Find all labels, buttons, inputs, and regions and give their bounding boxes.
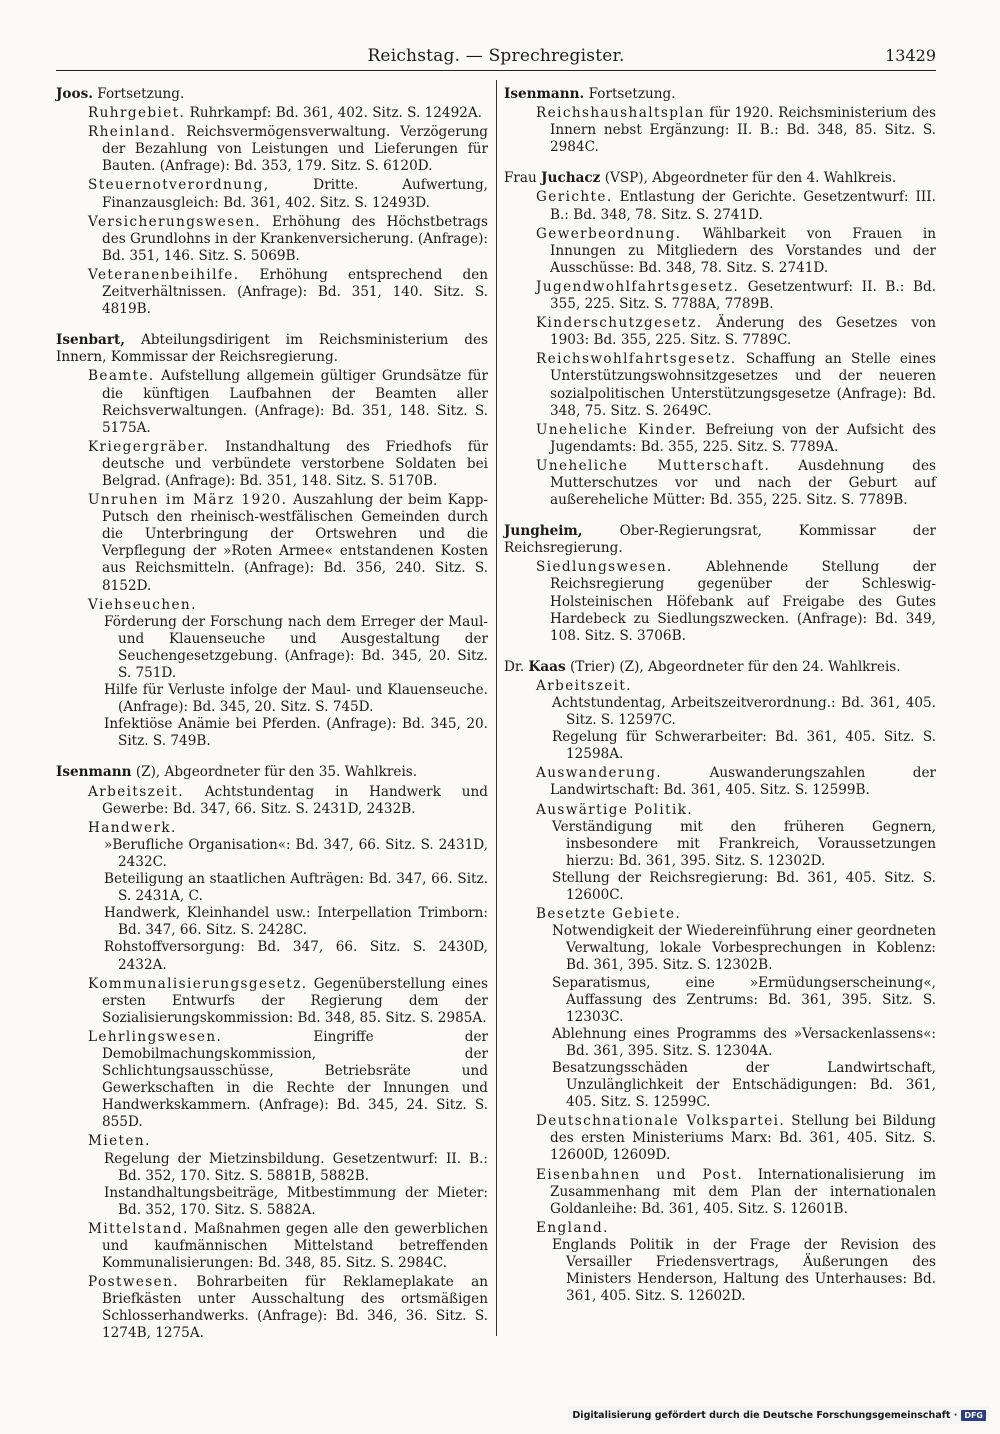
- topic-keyword: Kinderschutzgesetz.: [536, 315, 703, 332]
- topic-item: [504, 906, 936, 923]
- topic-keyword: Mittelstand.: [88, 1220, 189, 1237]
- topic-text: Instandhaltung des Friedhofs für deutsche und verbündete verstorbene Soldaten bei Belgrad. (Anfrage): Bd. 351, 148. Sitz. S. 5170B.: [102, 438, 488, 489]
- page-number: 13429: [885, 46, 936, 65]
- topic-text: Erhöhung entsprechend den Zeitverhältnissen. (Anfrage): Bd. 351, 140. Sitz. S. 4819B.: [102, 266, 488, 318]
- subtopic-item: Rohstoffversorgung: Bd. 347, 66. Sitz. S. 2430D, 2432A.: [104, 939, 488, 973]
- topic-text: Ablehnende Stellung der Reichsregierung gegenüber der Schleswig-Holsteinischen Höfebank auf Freigabe des Gutes Hardebeck zu Siedlungszwecken. (Anfrage): Bd. 349, 108. Sitz. S. 3706B.: [550, 559, 936, 644]
- subtopic-item: Beteiligung an staatlichen Aufträgen: Bd. 347, 66. Sitz. S. 2431A, C.: [104, 871, 488, 905]
- topic-item: [56, 177, 488, 211]
- topic-item: [56, 784, 488, 818]
- footer-text: Digitalisierung gefördert durch die Deutsche Forschungsgemeinschaft ·: [572, 1409, 958, 1421]
- topic-text: Ruhrkampf: Bd. 361, 402. Sitz. S. 12492A.: [185, 105, 483, 122]
- right-column: [504, 86, 936, 1319]
- topic-item: [504, 226, 936, 277]
- speaker-name: Isenbart,: [56, 332, 126, 349]
- speaker-description: Fortsetzung.: [584, 86, 676, 102]
- topic-item: [56, 214, 488, 265]
- speaker-name: Jungheim,: [504, 523, 583, 540]
- topic-keyword: Beamte.: [88, 368, 155, 385]
- topic-item: [56, 267, 488, 318]
- footer-credit: [568, 1406, 990, 1424]
- topic-keyword: Jugendwohlfahrtsgesetz.: [536, 278, 740, 295]
- topic-text: Befreiung von der Aufsicht des Jugendamts: Bd. 355, 225. Sitz. S. 7789A.: [550, 421, 937, 455]
- page-header: [56, 44, 936, 71]
- register-entry: [504, 86, 936, 156]
- subtopic-item: Hilfe für Verluste infolge der Maul- und Klauenseuche. (Anfrage): Bd. 345, 20. Sitz. S. 745D.: [104, 682, 488, 716]
- speaker-name: Juchacz: [541, 170, 601, 187]
- topic-item: [504, 458, 936, 509]
- topic-text: Entlastung der Gerichte. Gesetzentwurf: III. B.: Bd. 348, 78. Sitz. S. 2741D.: [550, 189, 936, 223]
- topic-item: [504, 765, 936, 799]
- entry-heading: [56, 764, 488, 781]
- topic-keyword: Arbeitszeit.: [88, 783, 184, 800]
- topic-item: [56, 492, 488, 595]
- topic-keyword: Viehseuchen.: [88, 596, 197, 613]
- entry-heading: [504, 659, 936, 676]
- topic-item: [504, 189, 936, 223]
- topic-keyword: Steuernotverordnung,: [88, 177, 270, 194]
- topic-item: [504, 315, 936, 349]
- topic-keyword: Siedlungswesen.: [536, 559, 673, 576]
- topic-keyword: Rheinland.: [88, 124, 177, 141]
- speaker-description: Abteilungsdirigent im Reichsministerium des Innern, Kommissar der Reichsregierung.: [56, 332, 488, 366]
- topic-text: Wählbarkeit von Frauen in Innungen zu Mitgliedern des Vorstandes und der Ausschüsse: Bd. 348, 78. Sitz. S. 2741D.: [550, 225, 936, 276]
- topic-keyword: Postwesen.: [88, 1274, 179, 1291]
- subtopic-item: Englands Politik in der Frage der Revision des Versailler Friedensvertrags, Äußerungen des Ministers Henderson, Haltung des Unterhauses: Bd. 361, 405. Sitz. S. 12602D.: [552, 1236, 936, 1305]
- topic-text: Gesetzentwurf: II. B.: Bd. 355, 225. Sitz. S. 7788A, 7789B.: [550, 278, 936, 313]
- topic-text: Ausdehnung des Mutterschutzes vor und nach der Geburt auf außereheliche Mütter: Bd. 355, 225. Sitz. S. 7789B.: [550, 457, 936, 509]
- topic-text: Bohrarbeiten für Reklameplakate an Briefkästen unter Ausschaltung des ortsmäßigen Schlosserhandwerks. (Anfrage): Bd. 346, 36. Sitz. S. 1274B, 1275A.: [102, 1274, 488, 1342]
- topic-item: [56, 820, 488, 837]
- speaker-name: Joos.: [56, 86, 93, 102]
- subtopic-item: Förderung der Forschung nach dem Erreger der Maul- und Klauenseuche und Ausgestaltung der Seuchengesetzgebung. (Anfrage): Bd. 345, 20. Sitz. S. 751D.: [104, 613, 488, 681]
- topic-keyword: Gewerbeordnung.: [536, 225, 682, 242]
- topic-item: [504, 559, 936, 644]
- topic-item: [504, 279, 936, 313]
- subtopic-item: Ablehnung eines Programms des »Versackenlassens«: Bd. 361, 395. Sitz. S. 12304A.: [552, 1025, 936, 1059]
- entry-prefix: Dr.: [504, 658, 529, 675]
- left-column: [56, 86, 488, 1357]
- register-entry: [504, 523, 936, 645]
- subtopic-item: »Berufliche Organisation«: Bd. 347, 66. Sitz. S. 2431D, 2432C.: [104, 836, 488, 870]
- topic-text: Stellung bei Bildung des ersten Ministeriums Marx: Bd. 361, 405. Sitz. S. 12600D, 12609D.: [550, 1113, 936, 1164]
- topic-item: [56, 124, 488, 175]
- speaker-description: (Trier) (Z), Abgeordneter für den 24. Wahlkreis.: [565, 658, 901, 675]
- topic-keyword: Gerichte.: [536, 189, 613, 206]
- subtopic-item: Infektiöse Anämie bei Pferden. (Anfrage): Bd. 345, 20. Sitz. S. 749B.: [104, 716, 488, 750]
- topic-keyword: Besetzte Gebiete.: [536, 906, 682, 923]
- topic-item: [504, 1113, 936, 1164]
- topic-text: Änderung des Gesetzes von 1903: Bd. 355, 225. Sitz. S. 7789C.: [550, 315, 936, 349]
- speaker-description: Ober-Regierungsrat, Kommissar der Reichsregierung.: [504, 523, 936, 557]
- topic-text: Eingriffe der Demobilmachungskommission, der Schlichtungsausschüsse, Betriebsräte und Gewerkschaften in die Rechte der Innungen und Handwerkskammern. (Anfrage): Bd. 345, 24. Sitz. S. 855D.: [102, 1028, 488, 1131]
- topic-item: [504, 422, 936, 456]
- speaker-name: Isenmann: [56, 764, 132, 781]
- entry-heading: [504, 523, 936, 557]
- topic-item: [504, 802, 936, 819]
- subtopic-item: Separatismus, eine »Ermüdungserscheinung«, Auffassung des Zentrums: Bd. 361, 395. Sitz. S. 12303C.: [552, 974, 936, 1025]
- topic-item: [56, 1221, 488, 1272]
- topic-keyword: Reichshaushaltsplan: [536, 105, 705, 122]
- topic-keyword: Arbeitszeit.: [536, 677, 632, 694]
- subtopic-item: Instandhaltungsbeiträge, Mitbestimmung der Mieter: Bd. 352, 170. Sitz. S. 5882A.: [104, 1184, 488, 1218]
- topic-text: für 1920. Reichsministerium des Innern nebst Ergänzung: II. B.: Bd. 348, 85. Sitz. S. 2984C.: [550, 105, 936, 156]
- register-entry: [504, 170, 936, 509]
- subtopic-item: Achtstundentag, Arbeitszeitverordnung.: Bd. 361, 405. Sitz. S. 12597C.: [552, 695, 936, 729]
- topic-text: Dritte. Aufwertung, Finanzausgleich: Bd. 361, 402. Sitz. S. 12493D.: [102, 177, 488, 211]
- topic-item: [56, 1274, 488, 1342]
- topic-text: Achtstundentag in Handwerk und Gewerbe: Bd. 347, 66. Sitz. S. 2431D, 2432B.: [102, 783, 488, 817]
- register-entry: [56, 332, 488, 750]
- subtopic-item: Notwendigkeit der Wiedereinführung einer geordneten Verwaltung, lokale Vorbesprechungen in Koblenz: Bd. 361, 395. Sitz. S. 12302B.: [552, 923, 936, 974]
- subtopic-item: Verständigung mit den früheren Gegnern, insbesondere mit Frankreich, Voraussetzungen hierzu: Bd. 361, 395. Sitz. S. 12302D.: [552, 818, 936, 869]
- topic-item: [56, 976, 488, 1027]
- speaker-description: Fortsetzung.: [92, 86, 185, 102]
- topic-keyword: Lehrlingswesen.: [88, 1028, 223, 1045]
- subtopic-item: Besatzungsschäden der Landwirtschaft, Unzulänglichkeit der Entschädigungen: Bd. 361, 405. Sitz. S. 12599C.: [552, 1059, 936, 1111]
- entry-heading: [56, 86, 488, 103]
- topic-item: [504, 678, 936, 695]
- column-divider: [496, 80, 497, 1336]
- speaker-description: (Z), Abgeordneter für den 35. Wahlkreis.: [131, 764, 418, 781]
- topic-keyword: Deutschnationale Volkspartei.: [536, 1113, 786, 1130]
- entry-prefix: Frau: [504, 170, 542, 187]
- topic-item: [504, 1167, 936, 1218]
- dfg-logo: DFG: [961, 1410, 986, 1421]
- topic-text: Maßnahmen gegen alle den gewerblichen und kaufmännischen Mittelstand betreffenden Kommunalisierungen: Bd. 348, 85. Sitz. S. 2984C.: [102, 1220, 488, 1272]
- topic-keyword: Ruhrgebiet.: [88, 105, 186, 122]
- topic-keyword: Mieten.: [88, 1133, 151, 1150]
- topic-text: Erhöhung des Höchstbetrags des Grundlohns in der Krankenversicherung. (Anfrage): Bd. 351, 146. Sitz. S. 5069B.: [102, 213, 488, 264]
- subtopic-item: Regelung der Mietzinsbildung. Gesetzentwurf: II. B.: Bd. 352, 170. Sitz. S. 5881B, 5882B.: [104, 1150, 488, 1184]
- register-entry: [56, 86, 488, 318]
- topic-keyword: Kriegergräber.: [88, 438, 210, 455]
- topic-item: [56, 597, 488, 614]
- topic-text: Schaffung an Stelle eines Unterstützungswohnsitzgesetzes und der neueren sozialpolitischen Unterstützungsgesetze (Anfrage): Bd. 348, 75. Sitz. S. 2649C.: [550, 351, 936, 419]
- topic-text: Gegenüberstellung eines ersten Entwurfs der Regierung dem der Sozialisierungskommission: Bd. 348, 85. Sitz. S. 2985A.: [102, 975, 488, 1026]
- topic-text: Auswanderungszahlen der Landwirtschaft: Bd. 361, 405. Sitz. S. 12599B.: [550, 765, 936, 799]
- subtopic-item: Regelung für Schwerarbeiter: Bd. 361, 405. Sitz. S. 12598A.: [552, 729, 936, 763]
- subtopic-item: Stellung der Reichsregierung: Bd. 361, 405. Sitz. S. 12600C.: [552, 869, 936, 904]
- register-entry: [504, 659, 936, 1305]
- topic-item: [56, 368, 488, 436]
- topic-item: [504, 105, 936, 156]
- topic-keyword: Reichswohlfahrtsgesetz.: [536, 351, 737, 368]
- topic-item: [56, 105, 488, 122]
- topic-keyword: Auswärtige Politik.: [536, 801, 694, 818]
- topic-keyword: Unruhen im März 1920.: [88, 492, 288, 509]
- topic-item: [56, 439, 488, 490]
- topic-keyword: Uneheliche Mutterschaft.: [536, 457, 771, 474]
- subtopic-item: Handwerk, Kleinhandel usw.: Interpellation Trimborn: Bd. 347, 66. Sitz. S. 2428C.: [104, 905, 488, 939]
- register-entry: [56, 764, 488, 1342]
- topic-item: [504, 1220, 936, 1237]
- topic-keyword: Kommunalisierungsgesetz.: [88, 975, 308, 992]
- topic-item: [504, 351, 936, 419]
- speaker-name: Isenmann.: [504, 86, 585, 102]
- topic-keyword: Veteranenbeihilfe.: [88, 266, 240, 283]
- topic-keyword: England.: [536, 1219, 609, 1236]
- topic-text: Internationalisierung im Zusammenhang mit dem Plan der internationalen Goldanleihe: Bd. 361, 405. Sitz. S. 12601B.: [550, 1166, 936, 1217]
- topic-keyword: Versicherungswesen.: [88, 213, 261, 230]
- topic-item: [56, 1029, 488, 1132]
- entry-heading: [504, 170, 936, 187]
- topic-keyword: Eisenbahnen und Post.: [536, 1166, 744, 1183]
- topic-text: Aufstellung allgemein gültiger Grundsätze für die künftigen Laufbahnen der Beamten aller Reichsverwaltungen. (Anfrage): Bd. 351, 148. Sitz. S. 5175A.: [102, 368, 488, 436]
- entry-heading: [504, 86, 936, 103]
- topic-text: Auszahlung der beim Kapp-Putsch den rheinisch-westfälischen Gemeinden durch die Unterbringung der Ortswehren und die Verpflegung der »Roten Armee« entstandenen Kosten aus Reichsmitteln. (Anfrage): Bd. 356, 240. Sitz. S. 8152D.: [102, 492, 488, 594]
- speaker-description: (VSP), Abgeordneter für den 4. Wahlkreis.: [600, 170, 897, 187]
- topic-text: Reichsvermögensverwaltung. Verzögerung der Bezahlung von Leistungen und Lieferungen für Bauten. (Anfrage): Bd. 353, 179. Sitz. S. 6120D.: [102, 124, 488, 175]
- topic-keyword: Handwerk.: [88, 819, 177, 836]
- running-title: Reichstag. — Sprechregister.: [367, 46, 625, 66]
- topic-keyword: Uneheliche Kinder.: [536, 421, 698, 438]
- entry-heading: [56, 332, 488, 366]
- topic-item: [56, 1133, 488, 1150]
- topic-keyword: Auswanderung.: [536, 765, 663, 782]
- speaker-name: Kaas: [528, 658, 566, 675]
